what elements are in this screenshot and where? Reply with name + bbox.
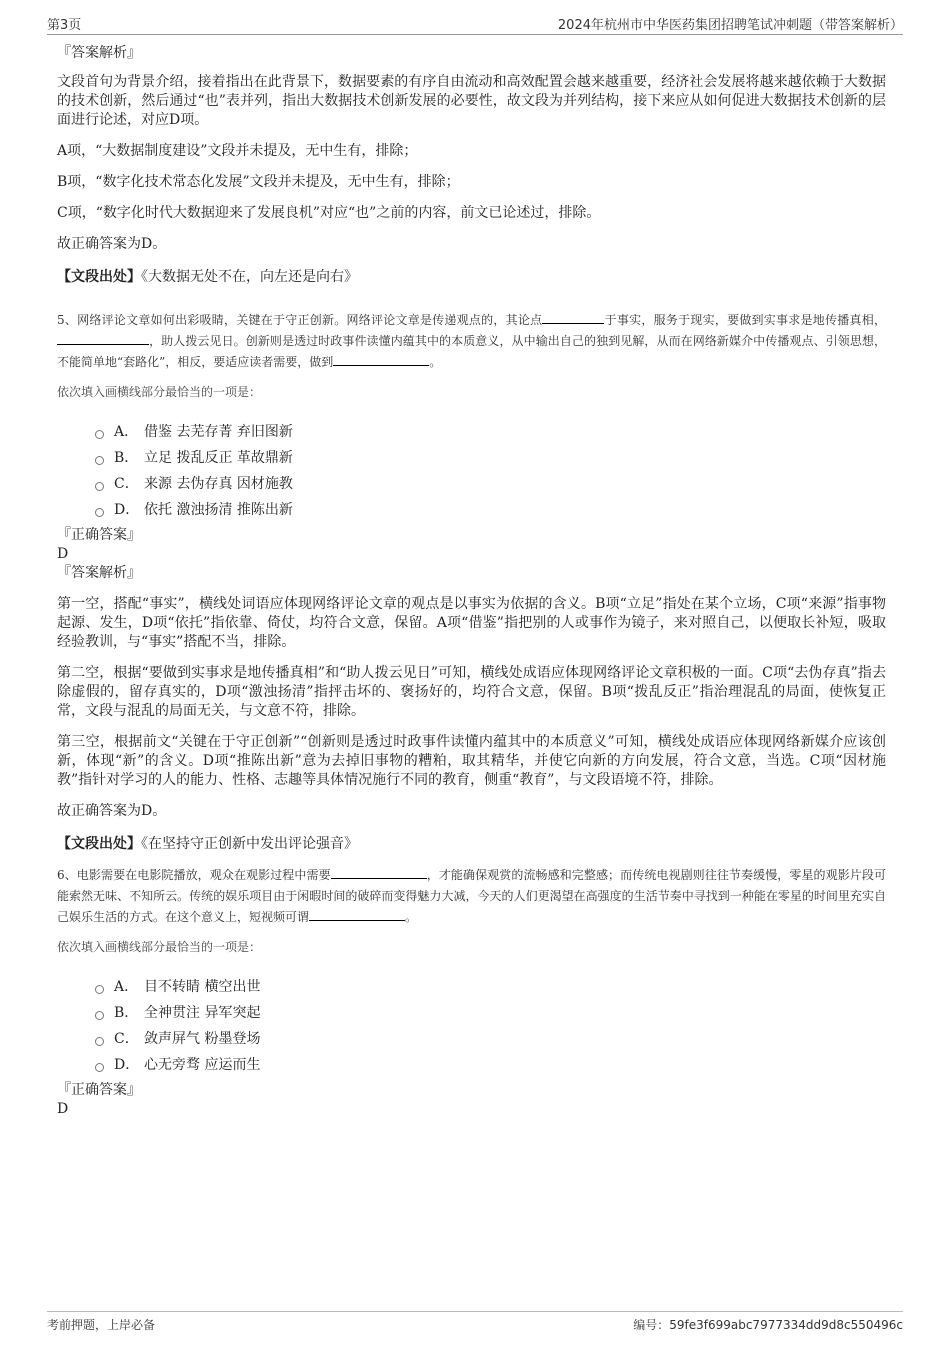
- radio-icon[interactable]: [95, 985, 104, 994]
- question-prompt: 依次填入画横线部分最恰当的一项是：: [57, 940, 262, 954]
- option-a[interactable]: [95, 973, 886, 999]
- blank-1: [542, 311, 604, 324]
- option-d[interactable]: [95, 1051, 886, 1077]
- document-title: 2024年杭州市中华医药集团招聘笔试冲刺题（带答案解析）: [557, 18, 903, 33]
- analysis-paragraph: 文段首句为背景介绍，接着指出在此背景下，数据要素的有序自由流动和高效配置会越来越重要，经济社会发展将越来越依赖于大数据的技术创新，然后通过“也”表并列，指出大数据技术创新发展的必要性，故文段为并列结构，接下来应从如何促进大数据技术创新的层面进行论述，对应D项。: [57, 74, 886, 128]
- question-text: 5、网络评论文章如何出彩吸睛，关键在于守正创新。网络评论文章是传递观点的，其论点: [57, 313, 543, 327]
- option-letter: A．: [114, 979, 139, 995]
- page-number: 第3页: [47, 18, 82, 33]
- question-prompt: 依次填入画横线部分最恰当的一项是：: [57, 385, 262, 399]
- question-text: 于事实，服务于现实，要做到实事求是地传播真相，: [604, 313, 886, 327]
- blank-2: [57, 332, 149, 345]
- option-text: 敛声屏气 粉墨登场: [144, 1031, 261, 1047]
- radio-icon[interactable]: [95, 1037, 104, 1046]
- source-label: 【文段出处】: [57, 836, 141, 852]
- option-c[interactable]: [95, 1025, 886, 1051]
- option-letter: C．: [114, 1031, 139, 1047]
- option-d[interactable]: [95, 496, 886, 522]
- option-text: 目不转睛 横空出世: [144, 979, 261, 995]
- option-letter: D．: [114, 502, 140, 518]
- option-a[interactable]: [95, 418, 886, 444]
- correct-answer: D: [57, 1101, 69, 1117]
- radio-icon[interactable]: [95, 1063, 104, 1072]
- radio-icon[interactable]: [95, 1011, 104, 1020]
- correct-answer-label: 『正确答案』: [57, 1082, 141, 1098]
- options-list: [95, 973, 886, 1077]
- analysis-paragraph: 第三空，根据前文“关键在于守正创新”“创新则是透过时政事件读懂内蕴其中的本质意义”可知，横线处成语应体现网络新媒介应该创新，体现“新”的含义。D项“推陈出新”意为去掉旧事物的糟粕，取其精华，并使它向新的方向发展，符合文意，当选。C项“因材施教”指针对学习的人的能力、性格、志趣等具体情况施行不同的教育，侧重“教育”，与文段语境不符，排除。: [57, 734, 886, 788]
- radio-icon[interactable]: [95, 456, 104, 465]
- question-text: ，助人拨云见日。创新则是透过时政事件读懂内蕴其中的本质意义，从中输出自己的独到见解，从而在网络新媒介中传播观点、引领思想，不能简单地“套路化”，相反，要适应读者需要，做到: [57, 334, 886, 369]
- footer-slogan: 考前押题，上岸必备: [47, 1317, 156, 1332]
- page-header: [47, 14, 903, 35]
- source-label: 【文段出处】: [57, 269, 141, 285]
- option-text: 全神贯注 异军突起: [144, 1005, 261, 1021]
- option-text: 心无旁骛 应运而生: [144, 1057, 261, 1073]
- page-footer: [47, 1311, 903, 1336]
- question-text: 。: [429, 355, 442, 369]
- option-text: 来源 去伪存真 因材施教: [144, 476, 293, 492]
- radio-icon[interactable]: [95, 430, 104, 439]
- question-5-stem: [57, 310, 886, 373]
- analysis-paragraph: 第二空，根据“要做到实事求是地传播真相”和“助人拨云见日”可知，横线处成语应体现网络评论文章积极的一面。C项“去伪存真”指去除虚假的，留存真实的，D项“激浊扬清”指抨击坏的、褒扬好的，均符合文意，保留。B项“拨乱反正”指治理混乱的局面，使恢复正常，文段与混乱的局面无关，与文意不符，排除。: [57, 665, 886, 719]
- option-letter: C．: [114, 476, 139, 492]
- analysis-paragraph: A项，“大数据制度建设”文段并未提及，无中生有，排除；: [57, 143, 418, 159]
- question-6-stem: [57, 865, 886, 928]
- document-id: 编号：59fe3f699abc7977334dd9d8c550496c: [633, 1317, 903, 1332]
- source-line: [57, 833, 886, 853]
- analysis-paragraph: C项，“数字化时代大数据迎来了发展良机”对应“也”之前的内容，前文已论述过，排除。: [57, 205, 601, 221]
- option-letter: A．: [114, 424, 139, 440]
- option-b[interactable]: [95, 999, 886, 1025]
- option-letter: B．: [114, 450, 139, 466]
- options-list: [95, 418, 886, 522]
- question-text: ，才能确保观赏的流畅感和完整感；而传统电视剧则往往节奏缓慢，零星的观影片段可能索然无味、不知所云。传统的娱乐项目由于闲暇时间的破碎而变得魅力大减，今天的人们更渴望在高强度的生活节奏中寻找到一种能在零星的时间里充实自己娱乐生活的方式。在这个意义上，短视频可谓: [57, 868, 886, 924]
- conclusion: 故正确答案为D。: [57, 803, 167, 819]
- option-letter: B．: [114, 1005, 139, 1021]
- option-text: 借鉴 去芜存菁 弃旧图新: [144, 424, 293, 440]
- correct-answer-label: 『正确答案』: [57, 527, 141, 543]
- analysis-label: 『答案解析』: [57, 45, 141, 61]
- option-letter: D．: [114, 1057, 140, 1073]
- radio-icon[interactable]: [95, 482, 104, 491]
- option-text: 立足 拨乱反正 革故鼎新: [144, 450, 293, 466]
- question-text: 。: [405, 910, 418, 924]
- question-text: 6、电影需要在电影院播放，观众在观影过程中需要: [57, 868, 331, 882]
- radio-icon[interactable]: [95, 508, 104, 517]
- option-b[interactable]: [95, 444, 886, 470]
- analysis-paragraph: 第一空，搭配“事实”，横线处词语应体现网络评论文章的观点是以事实为依据的含义。B项“立足”指处在某个立场，C项“来源”指事物起源、发生，D项“依托”指依靠、倚仗，均符合文意，保留。A项“借鉴”指把别的人或事作为镜子，来对照自己，以便取长补短，吸取经验教训，与“事实”搭配不当，排除。: [57, 596, 886, 650]
- blank-1: [331, 866, 427, 879]
- analysis-paragraph: B项，“数字化技术常态化发展”文段并未提及，无中生有，排除；: [57, 174, 460, 190]
- source-title: 《在坚持守正创新中发出评论强音》: [141, 836, 358, 852]
- source-line: [57, 266, 886, 286]
- analysis-label: 『答案解析』: [57, 565, 141, 581]
- option-c[interactable]: [95, 470, 886, 496]
- conclusion: 故正确答案为D。: [57, 236, 167, 252]
- page-content: [57, 44, 886, 1119]
- blank-3: [333, 353, 429, 366]
- blank-2: [309, 908, 405, 921]
- option-text: 依托 激浊扬清 推陈出新: [144, 502, 293, 518]
- correct-answer: D: [57, 546, 69, 562]
- source-title: 《大数据无处不在，向左还是向右》: [141, 269, 358, 285]
